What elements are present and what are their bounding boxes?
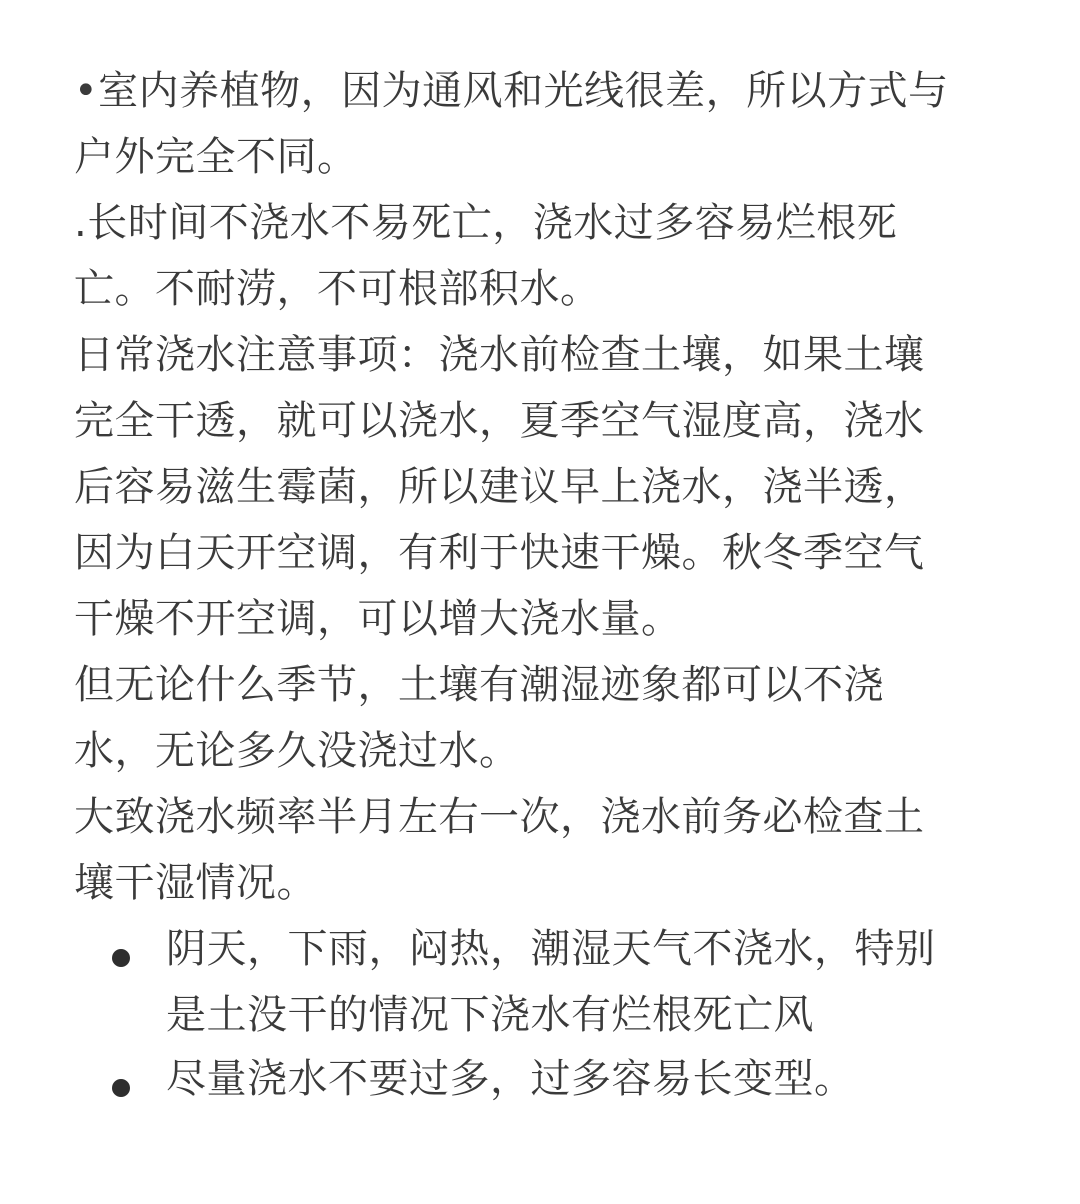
paragraph-5-line-1: 大致浇水频率半月左右一次，浇水前务必检查土: [74, 794, 925, 840]
paragraph-4-line-2: 水，无论多久没浇过水。: [74, 728, 520, 774]
paragraph-1-line-2: 户外完全不同。: [74, 134, 358, 180]
paragraph-3-line-3: 后容易滋生霉菌，所以建议早上浇水，浇半透，: [74, 464, 925, 510]
paragraph-3-line-2: 完全干透，就可以浇水，夏季空气湿度高，浇水: [74, 398, 925, 444]
bullet-2-line-1: 尽量浇水不要过多，过多容易长变型。: [166, 1056, 855, 1102]
bullet-1-line-2: 是土没干的情况下浇水有烂根死亡风: [166, 992, 814, 1038]
paragraph-2-line-1: .长时间不浇水不易死亡，浇水过多容易烂根死: [74, 200, 898, 246]
paragraph-5-line-2: 壤干湿情况。: [74, 860, 317, 906]
paragraph-2-line-2: 亡。不耐涝，不可根部积水。: [74, 266, 601, 312]
bullet-dot-icon: [112, 1079, 130, 1097]
paragraph-3-line-4: 因为白天开空调，有利于快速干燥。秋冬季空气: [74, 530, 925, 576]
paragraph-1-line-1: •室内养植物，因为通风和光线很差，所以方式与: [74, 68, 949, 114]
paragraph-3-line-1: 日常浇水注意事项：浇水前检查土壤，如果土壤: [74, 332, 925, 378]
paragraph-4-line-1: 但无论什么季节，土壤有潮湿迹象都可以不浇: [74, 662, 884, 708]
bullet-dot-icon: [112, 949, 130, 967]
bullet-1-line-1: 阴天，下雨，闷热，潮湿天气不浇水，特别: [166, 926, 936, 972]
paragraph-3-line-5: 干燥不开空调，可以增大浇水量。: [74, 596, 682, 642]
